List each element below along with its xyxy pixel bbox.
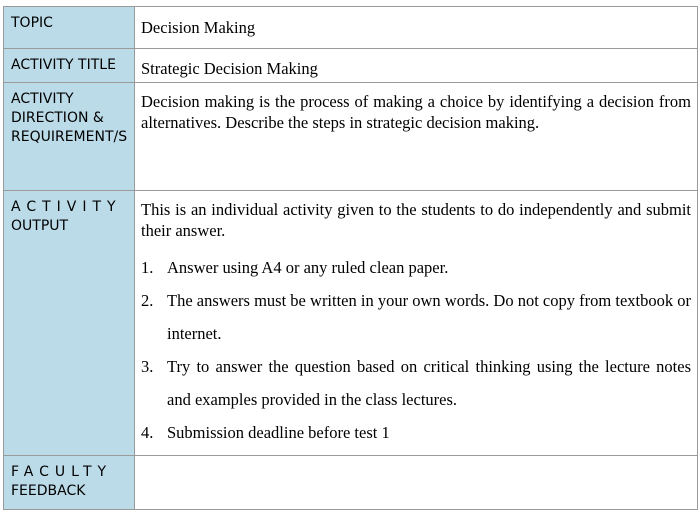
output-row — [4, 191, 698, 456]
feedback-row — [4, 456, 698, 510]
list-item — [141, 416, 691, 449]
output-intro: This is an individual activity given to the students to do independently and submit their answer. — [141, 200, 691, 240]
direction-value: Decision making is the process of making a choice by identifying a decision from alternatives. Describe the steps in strategic decision making. — [135, 83, 698, 191]
step-text: Try to answer the question based on critical thinking using the lecture notes and examples provided in the class lectures. — [167, 357, 691, 409]
activity-table — [3, 6, 698, 510]
output-value — [135, 191, 698, 456]
step-number: 3. — [141, 357, 154, 376]
topic-row — [4, 7, 698, 49]
activity-title-value: Strategic Decision Making — [135, 49, 698, 83]
step-number: 1. — [141, 258, 154, 277]
step-number: 4. — [141, 423, 154, 442]
topic-value: Decision Making — [135, 7, 698, 49]
feedback-value[interactable] — [135, 456, 698, 510]
output-steps — [141, 251, 691, 449]
activity-title-row — [4, 49, 698, 83]
list-item — [141, 251, 691, 284]
step-text: The answers must be written in your own words. Do not copy from textbook or internet. — [167, 291, 691, 343]
step-text: Submission deadline before test 1 — [167, 423, 390, 442]
direction-label: ACTIVITY DIRECTION & REQUIREMENT/S — [4, 83, 135, 191]
step-text: Answer using A4 or any ruled clean paper. — [167, 258, 449, 277]
activity-title-label: ACTIVITY TITLE — [4, 49, 135, 83]
output-label — [4, 191, 135, 456]
feedback-label-line2: FEEDBACK — [11, 483, 86, 499]
output-label-line1: ACTIVITY — [11, 199, 122, 215]
direction-row — [4, 83, 698, 191]
step-number: 2. — [141, 291, 154, 310]
list-item — [141, 350, 691, 416]
topic-label: TOPIC — [4, 7, 135, 49]
list-item — [141, 284, 691, 350]
feedback-label-line1: FACULTY — [11, 464, 113, 480]
feedback-label — [4, 456, 135, 510]
output-label-line2: OUTPUT — [11, 218, 69, 234]
